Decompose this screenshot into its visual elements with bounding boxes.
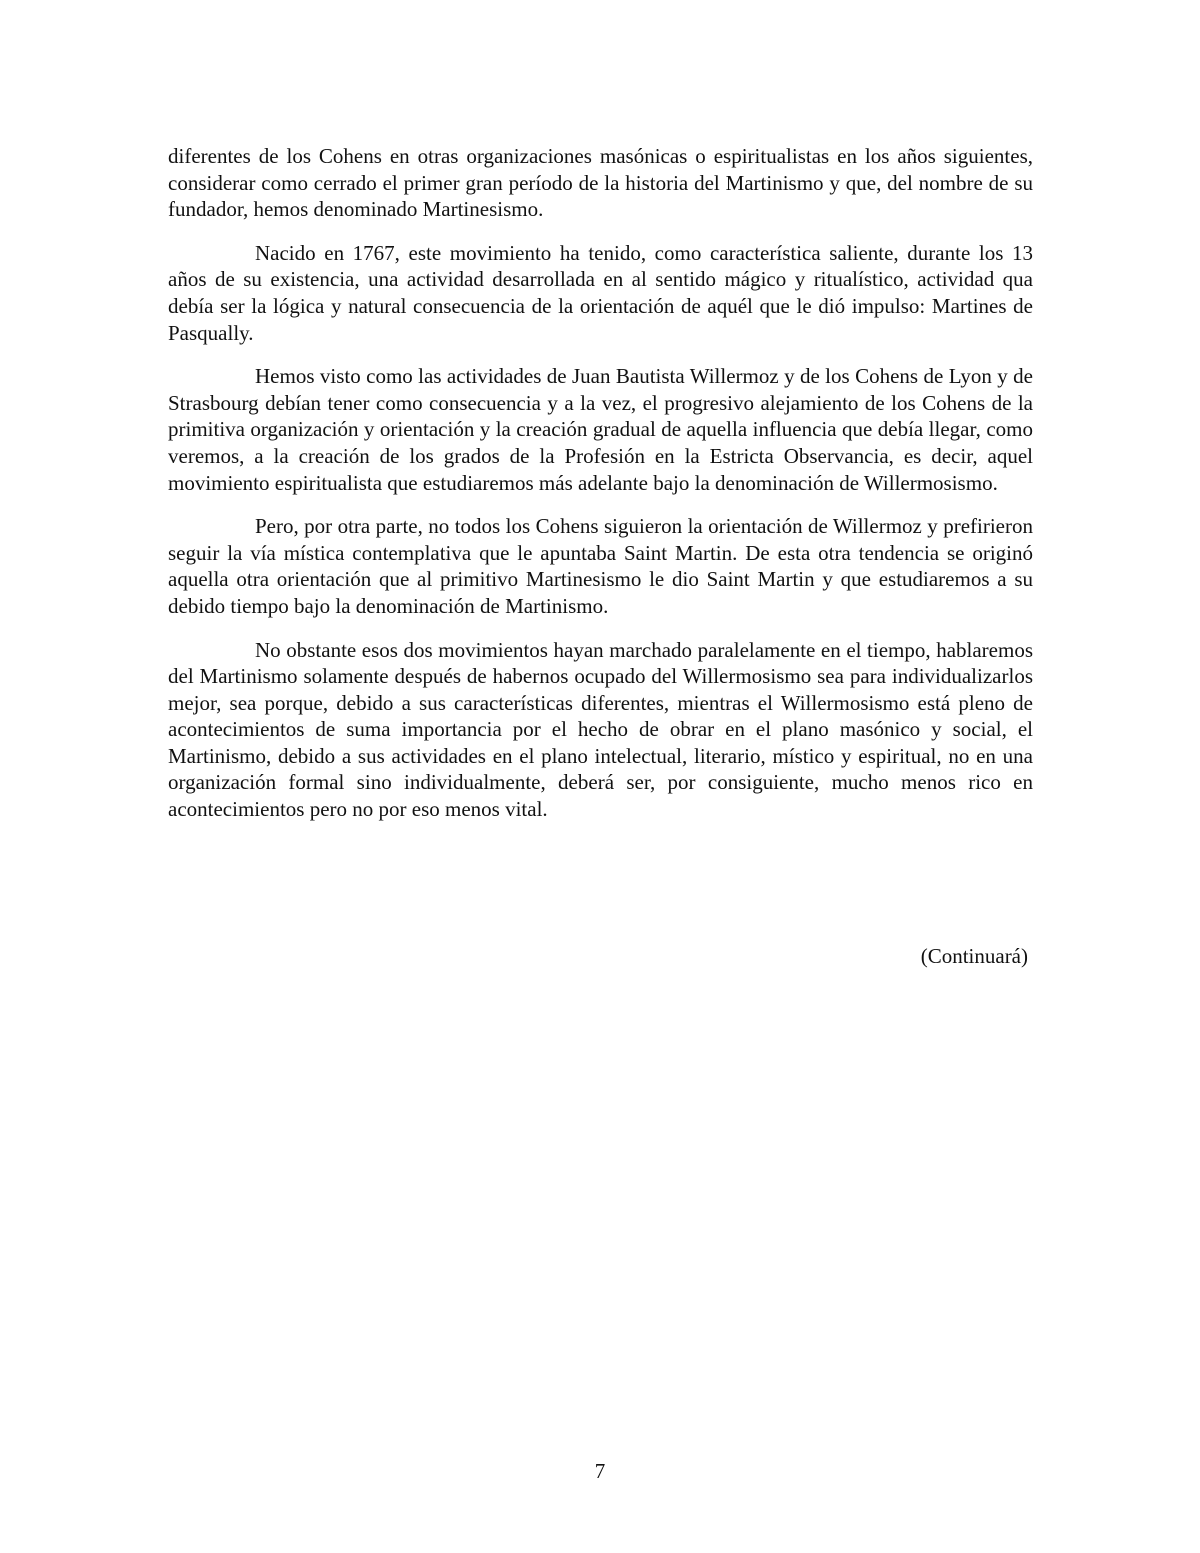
body-text: [168, 143, 1033, 840]
paragraph-3: Hemos visto como las actividades de Juan Bautista Willermoz y de los Cohens de Lyon y de Strasbourg debían tener como consecuencia y a la vez, el progresivo alejamiento de los Cohens de la primitiva organización y orientación y la creación gradual de aquella influencia que debía llegar, como veremos, a la creación de los grados de la Profesión en la Estricta Observancia, es decir, aquel movimiento espiritualista que estudiaremos más adelante bajo la denominación de Willermosismo.: [168, 364, 1033, 495]
continuation-note: (Continuará): [920, 944, 1028, 968]
paragraph-4: Pero, por otra parte, no todos los Cohens siguieron la orientación de Willermoz y prefirieron seguir la vía mística contemplativa que le apuntaba Saint Martin. De esta otra tendencia se originó aquella otra orientación que al primitivo Martinesismo le dio Saint Martin y que estudiaremos a su debido tiempo bajo la denominación de Martinismo.: [168, 514, 1033, 618]
paragraph-2: Nacido en 1767, este movimiento ha tenido, como característica saliente, durante los 13 años de su existencia, una actividad desarrollada en al sentido mágico y ritualístico, actividad qua debía ser la lógica y natural consecuencia de la orientación de aquél que le dió impulso: Martines de Pasqually.: [168, 240, 1033, 345]
paragraph-1: diferentes de los Cohens en otras organizaciones masónicas o espiritualistas en los años siguientes, considerar como cerrado el primer gran período de la historia del Martinismo y que, del nombre de su fundador, hemos denominado Martinesismo.: [168, 144, 1033, 222]
paragraph-5: No obstante esos dos movimientos hayan marchado paralelamente en el tiempo, hablaremos del Martinismo solamente después de habernos ocupado del Willermosismo sea para individualizarlos mejor, sea porque, debido a sus características diferentes, mientras el Willermosismo está pleno de acontecimientos de suma importancia por el hecho de obrar en el plano masónico y social, el Martinismo, debido a sus actividades en el plano intelectual, literario, místico y espiritual, no en una organización formal sino individualmente, deberá ser, por consiguiente, mucho menos rico en acontecimientos pero no por eso menos vital.: [168, 637, 1033, 822]
page-number: 7: [594, 1459, 606, 1483]
